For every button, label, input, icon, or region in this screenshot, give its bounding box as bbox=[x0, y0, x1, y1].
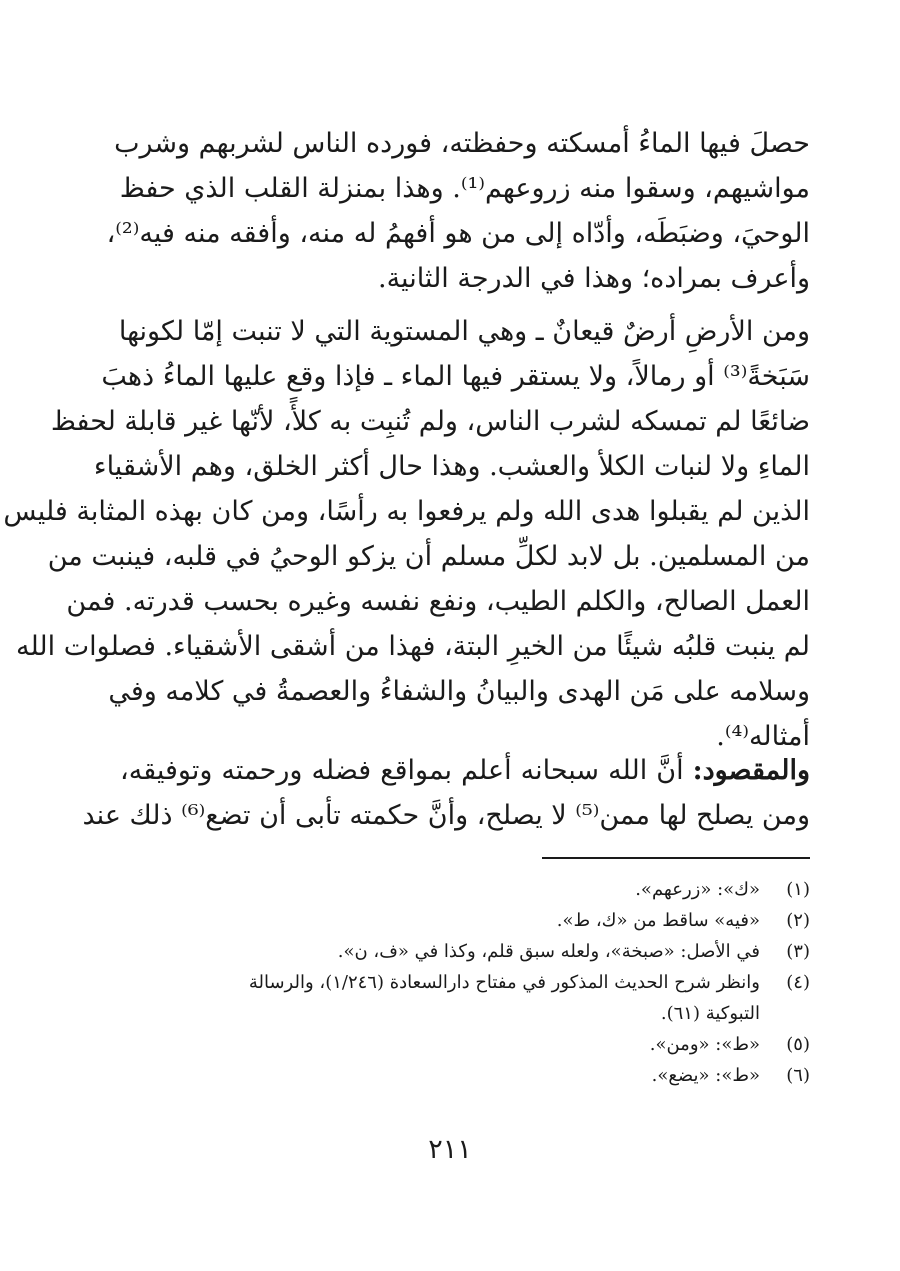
lead-word: والمقصود: bbox=[692, 755, 810, 786]
footnote-text: «ك»: «زرعهم». bbox=[635, 879, 760, 900]
footnote bbox=[90, 967, 810, 1029]
text-line bbox=[120, 748, 810, 793]
text-line: سَبَخةً⁽³⁾ أو رمالاً، ولا يستقر فيها الماء ـ فإذا وقع عليها الماءُ ذهبَ bbox=[101, 361, 810, 392]
text-line: ضائعًا لم تمسكه لشرب الناس، ولم تُنبِت به كلأً، لأنّها غير قابلة لحفظ bbox=[50, 406, 810, 437]
text-run: أنَّ الله سبحانه أعلم بمواقع فضله ورحمته وتوفيقه، bbox=[120, 755, 693, 786]
text-line: مواشيهم، وسقوا منه زروعهم⁽¹⁾. وهذا بمنزلة القلب الذي حفظ bbox=[119, 173, 810, 204]
paragraph-2 bbox=[3, 309, 810, 759]
footnote-number: (٣) bbox=[786, 941, 810, 962]
footnote bbox=[90, 1029, 810, 1060]
text-line: الذين لم يقبلوا هدى الله ولم يرفعوا به رأسًا، ومن كان بهذه المثابة فليس bbox=[3, 496, 810, 527]
footnote-number: (٦) bbox=[786, 1065, 810, 1086]
footnote-text: «ط»: «ومن». bbox=[649, 1034, 760, 1055]
text-line: أمثاله⁽⁴⁾. bbox=[716, 721, 810, 752]
text-line: الماءِ ولا لنبات الكلأ والعشب. وهذا حال أكثر الخلق، وهم الأشقياء bbox=[93, 451, 810, 482]
footnote-text: «فيه» ساقط من «ك، ط». bbox=[556, 910, 760, 931]
footnote-number: (١) bbox=[786, 879, 810, 900]
text-line: لم ينبت قلبُه شيئًا من الخيرِ البتة، فهذا من أشقى الأشقياء. فصلوات الله bbox=[16, 631, 810, 662]
text-line: وأعرف بمراده؛ وهذا في الدرجة الثانية. bbox=[377, 263, 810, 294]
footnote-text: في الأصل: «صبخة»، ولعله سبق قلم، وكذا في «ف، ن». bbox=[337, 941, 760, 962]
text-line: وسلامه على مَن الهدى والبيانُ والشفاءُ والعصمةُ في كلامه وفي bbox=[108, 676, 810, 707]
footnote-number: (٢) bbox=[786, 910, 810, 931]
text-line: من المسلمين. بل لابد لكلِّ مسلم أن يزكو الوحيُ في قلبه، فينبت من bbox=[47, 541, 810, 572]
paragraph-3 bbox=[82, 748, 810, 838]
paragraph-1 bbox=[106, 121, 810, 301]
footnotes bbox=[90, 874, 810, 1091]
footnote bbox=[90, 936, 810, 967]
footnote bbox=[90, 905, 810, 936]
text-line: العمل الصالح، والكلم الطيب، ونفع نفسه وغيره بحسب قدرته. فمن bbox=[66, 586, 810, 617]
footnote bbox=[90, 1060, 810, 1091]
text-line: ومن يصلح لها ممن⁽⁵⁾ لا يصلح، وأنَّ حكمته تأبى أن تضع⁽⁶⁾ ذلك عند bbox=[82, 800, 810, 831]
text-line: حصلَ فيها الماءُ أمسكته وحفظته، فورده الناس لشربهم وشرب bbox=[114, 128, 810, 159]
footnote-separator bbox=[542, 857, 810, 859]
text-line: ومن الأرضِ أرضٌ قيعانٌ ـ وهي المستوية التي لا تنبت إمّا لكونها bbox=[118, 316, 810, 347]
footnote-number: (٤) bbox=[786, 972, 810, 993]
footnote bbox=[90, 874, 810, 905]
text-line: الوحيَ، وضبَطَه، وأدّاه إلى من هو أفهمُ له منه، وأفقه منه فيه⁽²⁾، bbox=[106, 218, 810, 249]
footnote-text-continued: التبوكية (٦١). bbox=[660, 1003, 760, 1024]
page-number: ٢١١ bbox=[428, 1134, 472, 1165]
footnote-text: وانظر شرح الحديث المذكور في مفتاح دارالسعادة (١/٢٤٦)، والرسالة bbox=[248, 972, 760, 993]
footnote-number: (٥) bbox=[786, 1034, 810, 1055]
footnote-text: «ط»: «يضع». bbox=[651, 1065, 760, 1086]
